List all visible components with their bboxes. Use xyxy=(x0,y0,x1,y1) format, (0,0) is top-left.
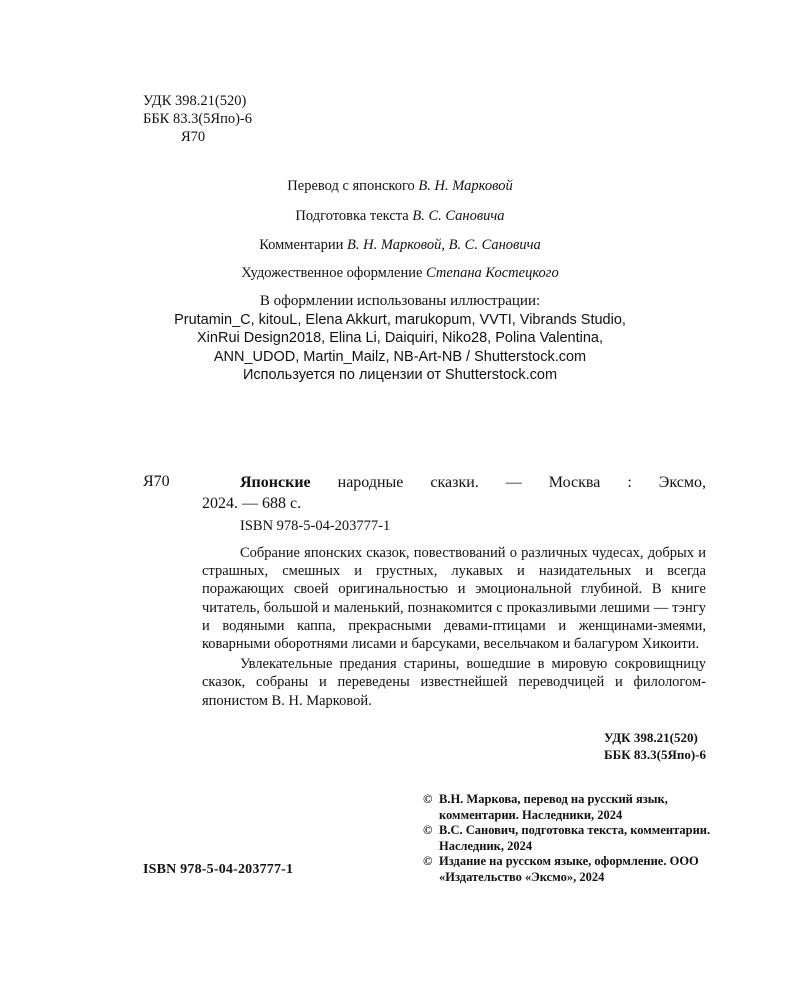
bibliographic-line-1 xyxy=(240,472,706,493)
illustrations-line-1: Prutamin_C, kitouL, Elena Akkurt, marukopum, VVTI, Vibrands Studio, xyxy=(174,311,626,328)
annotation-paragraph-2: Увлекательные предания старины, вошедшие в мировую сокровищницу сказок, собраны и переведены известнейшей переводчицей и филологом-японистом В. Н. Марковой. xyxy=(202,656,706,709)
copyright-icon: © xyxy=(423,792,433,806)
book-title-word: сказки. xyxy=(430,474,479,491)
udk-code-bottom: УДК 398.21(520) xyxy=(604,730,698,745)
illustrations-line-2: XinRui Design2018, Elina Li, Daiquiri, Niko28, Polina Valentina, xyxy=(197,330,603,346)
bbk-code: ББК 83.3(5Япо)-6 xyxy=(143,111,252,127)
credit-comments xyxy=(0,237,800,254)
illustrations-block xyxy=(0,292,800,385)
illustrations-license: Используется по лицензии от Shutterstock.com xyxy=(242,367,558,383)
illustrations-line-3: ANN_UDOD, Martin_Mailz, NB-Art-NB / Shutterstock.com xyxy=(213,348,587,365)
book-title-word: народные xyxy=(337,474,404,491)
credit-text-prep-name: В. С. Сановича xyxy=(412,208,505,224)
publisher-colon: : xyxy=(627,474,632,491)
copyright-icon: © xyxy=(423,854,433,868)
classification-bottom xyxy=(604,729,706,763)
credit-comments-label: Комментарии xyxy=(259,237,344,253)
copyright-block xyxy=(423,792,713,885)
credit-art-label: Художественное оформление xyxy=(241,265,423,281)
udk-code: УДК 398.21(520) xyxy=(143,93,247,109)
credit-text-prep xyxy=(0,208,800,225)
isbn-bottom: ISBN 978-5-04-203777-1 xyxy=(143,862,294,877)
credit-translation-name: В. Н. Марковой xyxy=(418,178,513,194)
bibliographic-entry xyxy=(202,472,706,514)
bibliographic-code: Я70 xyxy=(143,473,170,490)
book-title-dash: — xyxy=(505,474,522,491)
author-sign: Я70 xyxy=(181,129,206,145)
copyright-entry xyxy=(423,792,713,823)
credit-comments-name: В. Н. Марковой, В. С. Сановича xyxy=(347,237,541,253)
annotation-paragraph-1: Собрание японских сказок, повествований о различных чудесах, добрых и страшных, смешных и грустных, лукавых и назидательных и всегда поражающих своей оригинальностью и эмоциональной глубиной. В книге читатель, большой и маленький, познакомится с проказливыми лешими — тэнгу и водяными каппа, прекрасными девами-птицами и женщинами-змеями, коварными оборотнями лисами и барсуками, весельчаком и балагуром Хикоити. xyxy=(202,545,706,653)
copyright-entry xyxy=(423,823,713,854)
credit-art xyxy=(0,265,800,282)
classification-block xyxy=(143,92,252,146)
illustrations-intro: В оформлении использованы иллюстрации: xyxy=(259,293,541,309)
copyright-entry xyxy=(423,854,713,885)
credit-art-name: Степана Костецкого xyxy=(426,265,559,281)
copyright-text: В.С. Санович, подготовка текста, комментарии. Наследник, 2024 xyxy=(439,823,711,853)
annotation xyxy=(202,544,706,710)
credit-text-prep-label: Подготовка текста xyxy=(295,208,409,224)
credit-translation xyxy=(0,178,800,195)
credit-translation-label: Перевод с японского xyxy=(287,178,415,194)
isbn-top: ISBN 978-5-04-203777-1 xyxy=(240,518,391,534)
publisher-city: Москва xyxy=(548,474,601,491)
copyright-icon: © xyxy=(423,823,433,837)
book-title-bold: Японские xyxy=(240,474,311,491)
copyright-text: Издание на русском языке, оформление. ООО «Издательство «Эксмо», 2024 xyxy=(439,854,699,884)
bibliographic-line-2: 2024. — 688 с. xyxy=(202,495,302,512)
publisher-name: Эксмо, xyxy=(658,474,706,491)
bbk-code-bottom: ББК 83.3(5Япо)-6 xyxy=(604,747,706,762)
copyright-text: В.Н. Маркова, перевод на русский язык, комментарии. Наследники, 2024 xyxy=(439,792,668,822)
